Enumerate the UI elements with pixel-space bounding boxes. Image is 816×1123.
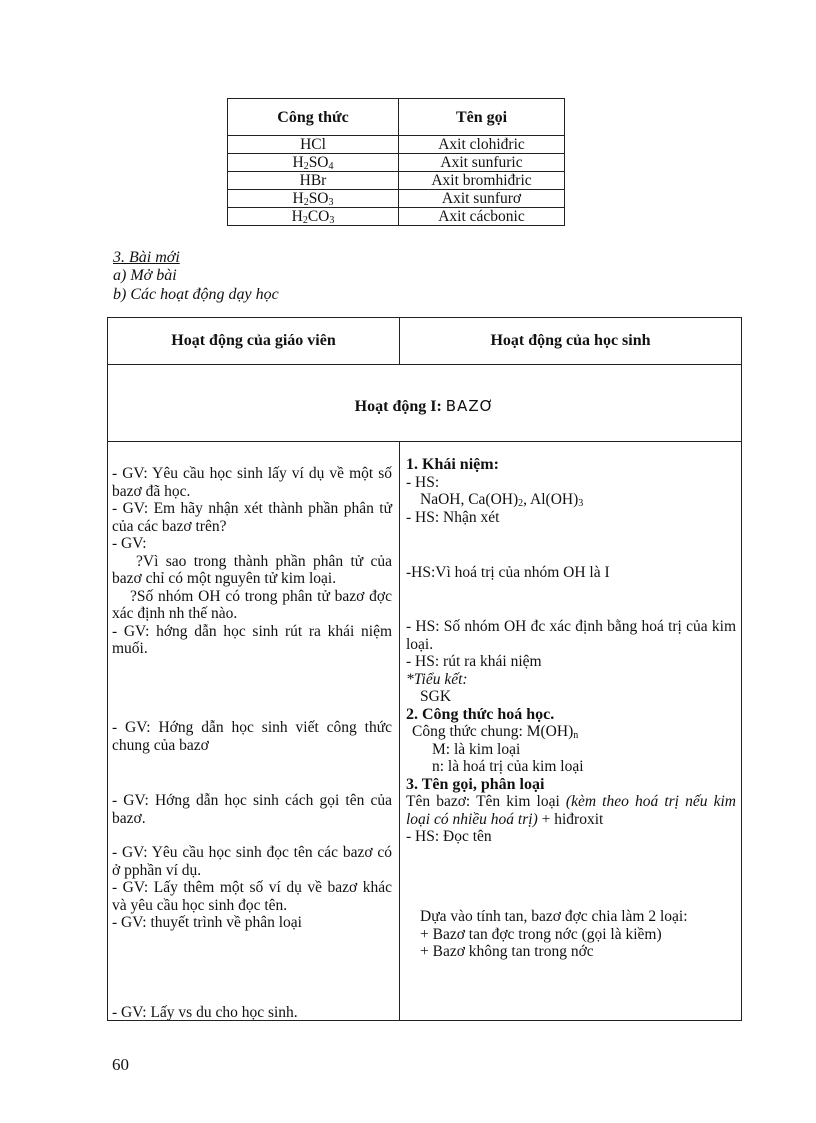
student-activities-2 [406, 618, 736, 846]
acid-table [227, 98, 565, 226]
name-cell: Axit bromhiđric [399, 172, 565, 190]
name-cell: Axit sunfuric [399, 154, 565, 172]
teacher-step: ?Số nhóm OH có trong phân tử bazơ đợc xác định nh thế nào. [112, 587, 392, 622]
general-formula: Công thức chung: $M(OH)_n$ [412, 723, 579, 741]
student-step: - HS: Đọc tên [406, 828, 492, 845]
teacher-step: - GV: hớng dẫn học sinh rút ra khái niệm muối. [112, 622, 392, 657]
section-activities: b) Các hoạt động dạy học [113, 286, 279, 303]
student-step: - HS: Nhận xét [406, 508, 500, 526]
row-divider [108, 441, 741, 442]
page-number: 60 [112, 1055, 129, 1074]
classification [406, 908, 740, 961]
lesson-table [107, 317, 742, 1021]
heading-formula: 2. Công thức hoá học. [406, 705, 555, 723]
summary-label: *Tiểu kết: [406, 670, 468, 688]
formula-cell: $H_2CO_3$ [228, 208, 399, 226]
activity-label: Hoạt động I: [354, 398, 442, 415]
table-row [228, 172, 565, 190]
student-step: - HS: [406, 473, 440, 491]
summary-text: SGK [420, 688, 452, 705]
classification-insoluble: + Bazơ không tan trong nớc [420, 943, 594, 960]
name-cell: Axit cácbonic [399, 208, 565, 226]
classification-soluble: + Bazơ tan đợc trong nớc (gọi là kiềm) [420, 925, 662, 943]
teacher-step: - GV: [112, 535, 147, 552]
naming-rule: Tên bazơ: Tên kim loại (kèm theo hoá trị nếu kim loại có nhiều hoá trị) + hiđroxit [406, 793, 736, 828]
teacher-step: - GV: Yêu cầu học sinh đọc tên các bazơ có ở pphần ví dụ. [112, 844, 392, 879]
teacher-step: - GV: Em hãy nhận xét thành phần phân tử của các bazơ trên? [112, 500, 392, 535]
formula-cell: HBr [228, 172, 399, 190]
formula-legend-n: n: là hoá trị của kim loại [432, 758, 584, 775]
formula-cell: $H_2SO_4$ [228, 154, 399, 172]
section-intro: a) Mở bài [113, 267, 177, 284]
column-divider [399, 441, 400, 1020]
student-step: - HS: rút ra khái niệm [406, 653, 542, 670]
teacher-step: - GV: Lấy thêm một số ví dụ về bazơ khác và yêu cầu học sinh đọc tên. [112, 879, 392, 914]
section-new-lesson: 3. Bài mới [113, 249, 180, 266]
formula-header: Công thức [228, 99, 399, 136]
base-examples: NaOH, $Ca(OH)_2$, $Al(OH)_3$ [420, 491, 584, 509]
teacher-step: ?Vì sao trong thành phần phân tử của bazơ chỉ có một nguyên tử kim loại. [112, 552, 392, 587]
table-row [228, 136, 565, 154]
teacher-step: - GV: thuyết trình về phân loại [112, 914, 302, 931]
classification-intro: Dựa vào tính tan, bazơ đợc chia làm 2 loại: [420, 908, 688, 925]
teacher-step: - GV: Hớng dẫn học sinh cách gọi tên của bazơ. [112, 792, 392, 827]
heading-concept: 1. Khái niệm: [406, 456, 499, 473]
activity-topic: BAZƠ [445, 397, 495, 415]
name-header: Tên gọi [399, 99, 565, 136]
activity-title [108, 397, 741, 416]
table-row [228, 208, 565, 226]
teacher-step: - GV: Hớng dẫn học sinh viết công thức chung của bazơ [112, 719, 392, 754]
teacher-activities [112, 465, 392, 658]
formula-legend-m: M: là kim loại [432, 740, 521, 758]
acid-table-header [228, 99, 565, 136]
student-column-header: Hoạt động của học sinh [490, 332, 651, 349]
formula-cell: HCl [228, 136, 399, 154]
teacher-step: - GV: Yêu cầu học sinh lấy ví dụ về một số bazơ đã học. [112, 465, 392, 500]
table-row [228, 190, 565, 208]
teacher-activities-2 [112, 844, 392, 932]
teacher-column-header: Hoạt động của giáo viên [171, 332, 336, 349]
teacher-step: - GV: Lấy vs du cho học sinh. [112, 1004, 298, 1021]
name-cell: Axit sunfurơ [399, 190, 565, 208]
heading-naming: 3. Tên gọi, phân loại [406, 775, 545, 793]
student-activities [406, 456, 736, 526]
table-row [228, 154, 565, 172]
student-step: -HS:Vì hoá trị của nhóm OH là I [406, 564, 610, 581]
name-cell: Axit clohiđric [399, 136, 565, 154]
row-divider [108, 364, 741, 365]
student-step: - HS: Số nhóm OH đc xác định bằng hoá trị của kim loại. [406, 618, 736, 653]
formula-cell: $H_2SO_3$ [228, 190, 399, 208]
